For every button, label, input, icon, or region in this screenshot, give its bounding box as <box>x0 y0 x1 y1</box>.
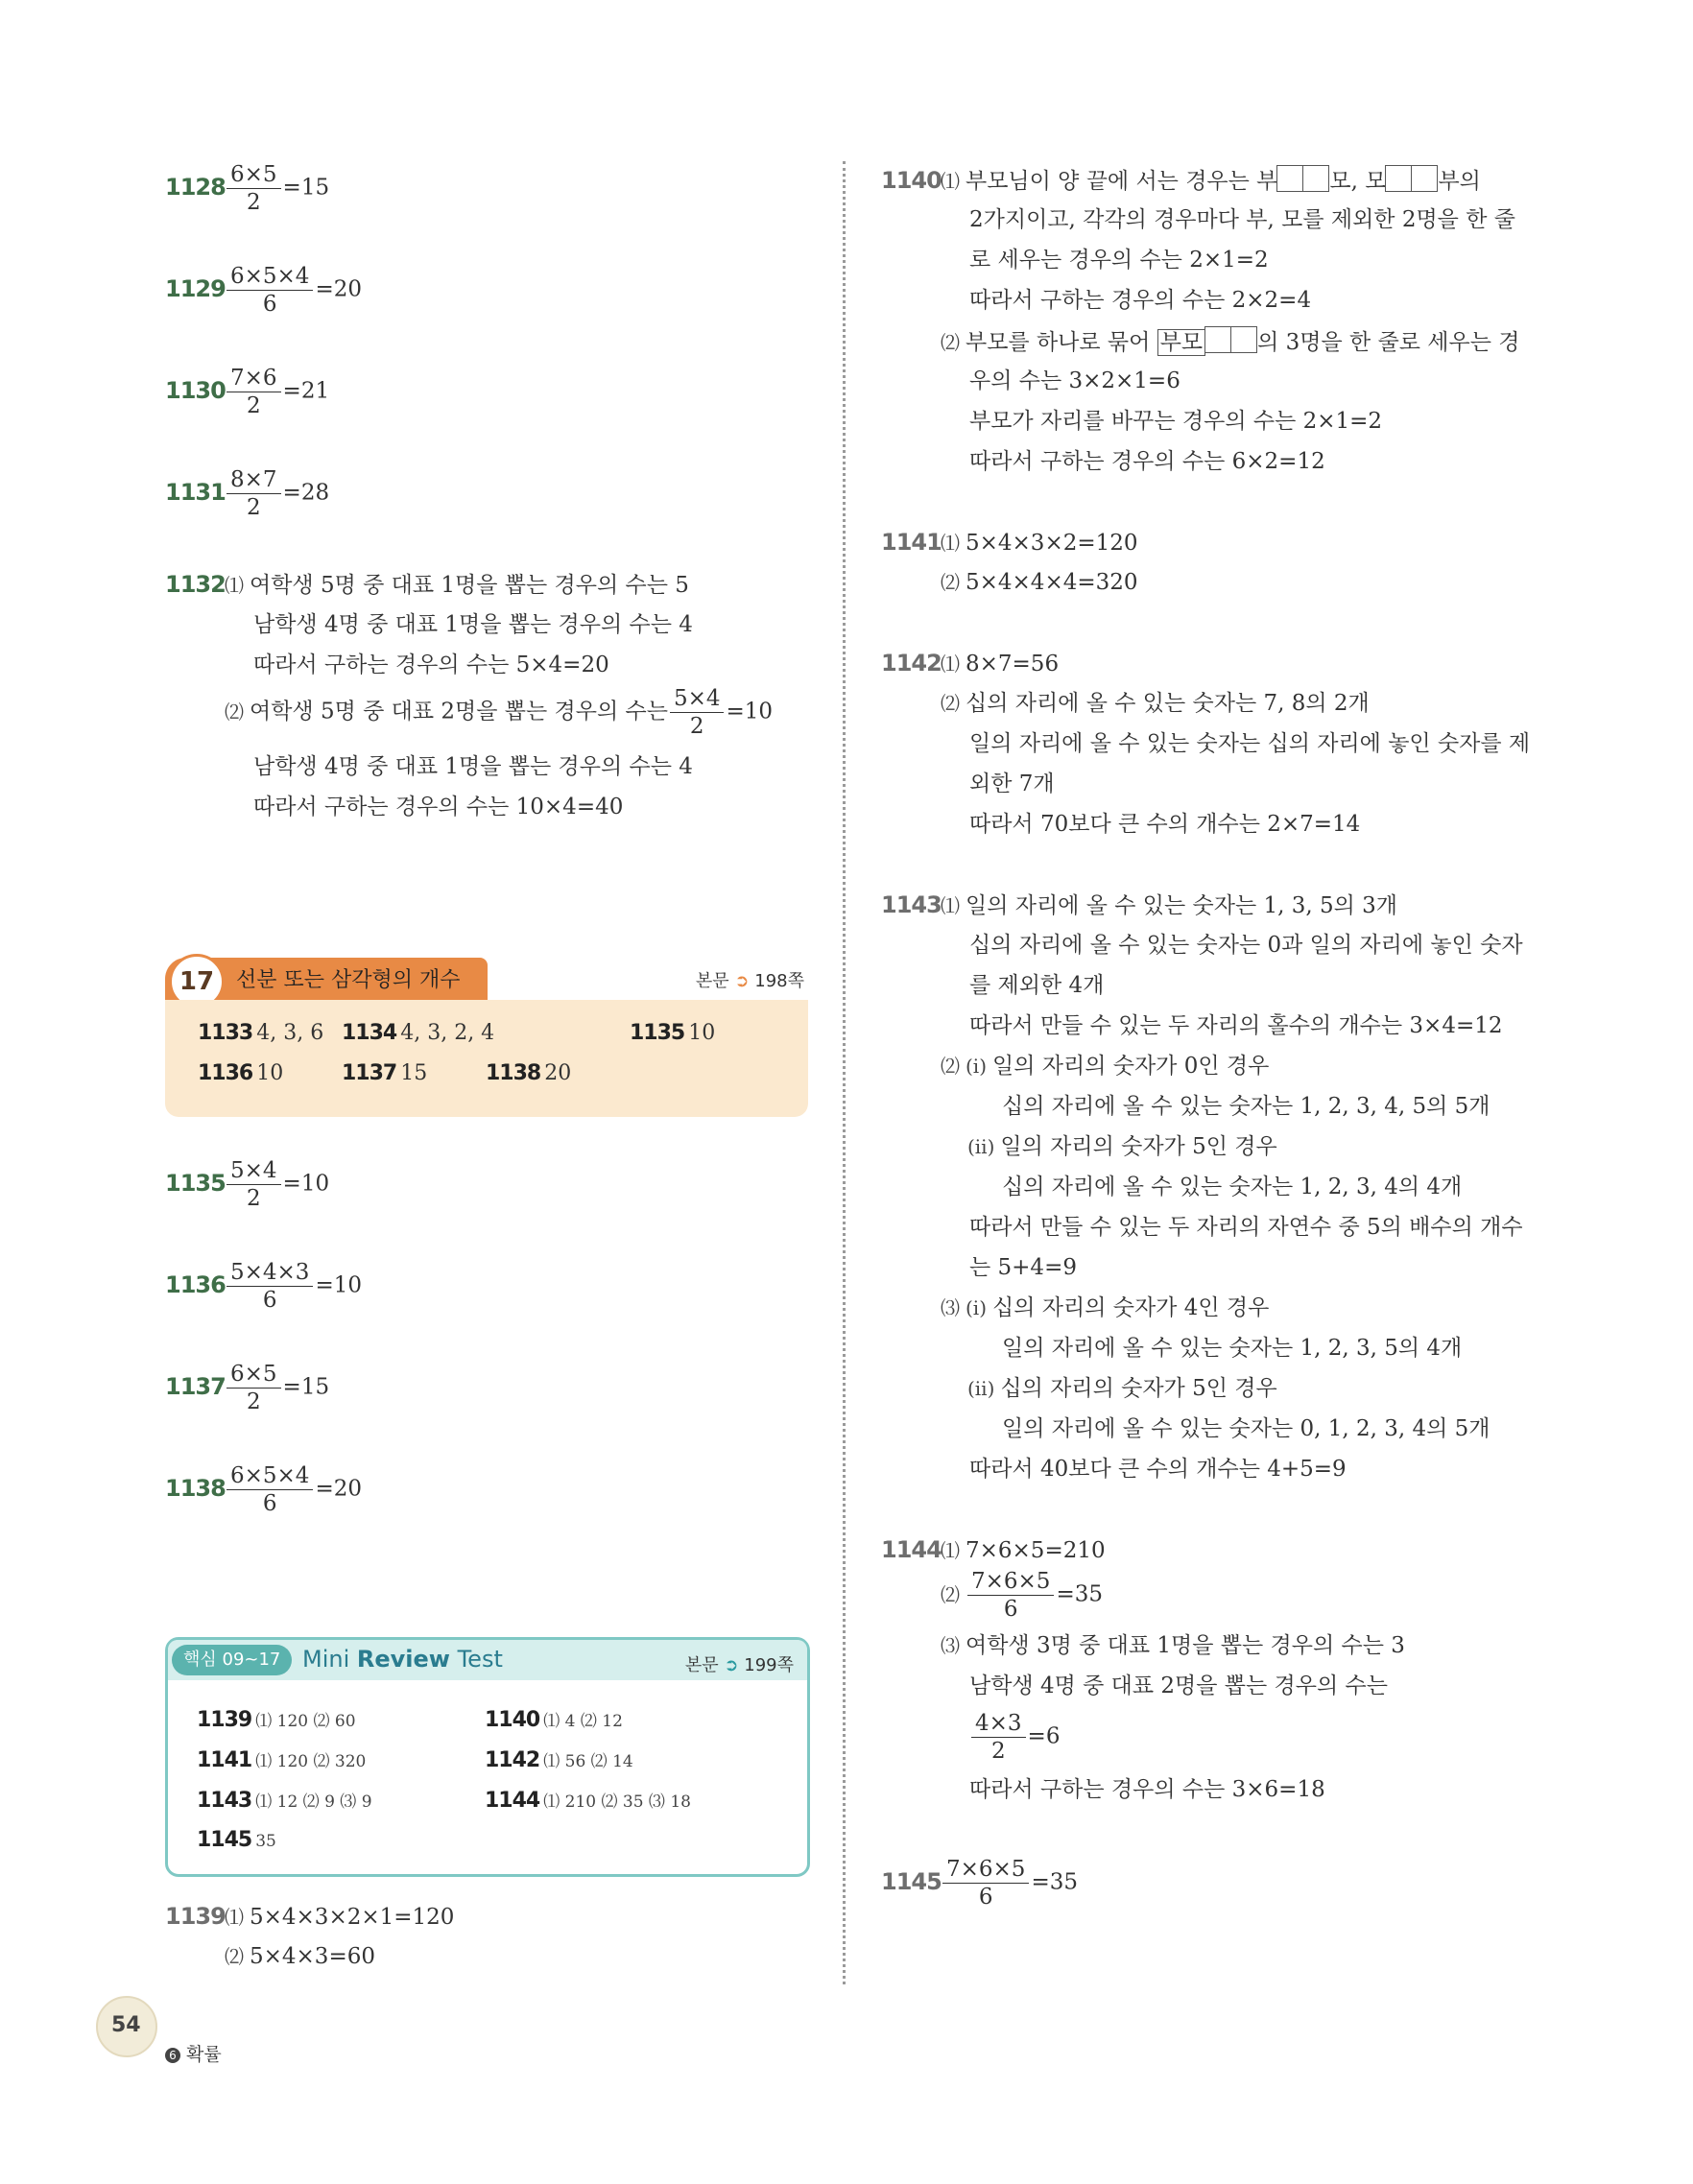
problem-number: 1128 <box>165 173 226 201</box>
column-divider <box>843 161 846 1984</box>
blank-box <box>1411 165 1438 192</box>
answer-item: 1134 4, 3, 2, 4 <box>342 1021 495 1045</box>
blank-box <box>1276 165 1303 192</box>
problem-number: 1135 <box>165 1169 226 1197</box>
page-reference: 본문 ➲ 199쪽 <box>684 1655 794 1675</box>
chapter-number: 6 <box>165 2048 180 2063</box>
solution-1131: 1131 $\frac{8\times 7}{2}$ =28 <box>165 467 330 521</box>
answer-item: 1137 15 <box>342 1061 428 1085</box>
answer-item: 1133 4, 3, 6 <box>198 1021 324 1045</box>
problem-number: 1143 <box>881 891 942 918</box>
fraction: $\frac{5\times 4\times 3}{6}$ <box>227 1261 313 1312</box>
problem-number: 1138 <box>165 1474 226 1502</box>
chapter-label: 6 확률 <box>165 2040 222 2066</box>
problem-number: 1144 <box>881 1536 942 1563</box>
mini-review-header <box>168 1640 807 1680</box>
answer-item: 1135 10 <box>630 1021 716 1045</box>
mini-review-test-box <box>165 1637 810 1877</box>
blank-box <box>1302 165 1329 192</box>
problem-number: 1142 <box>881 650 942 677</box>
solution-1138: 1138 $\frac{6\times 5\times 4}{6}$ =20 <box>165 1463 362 1517</box>
solution-1130: 1130 $\frac{7\times 6}{2}$ =21 <box>165 366 330 419</box>
problem-number: 1145 <box>881 1867 942 1895</box>
solution-1137: 1137 $\frac{6\times 5}{2}$ =15 <box>165 1362 330 1415</box>
fraction: $\frac{6\times 5\times 4}{6}$ <box>227 1464 313 1515</box>
answer-item: 1138 20 <box>486 1061 572 1085</box>
answer-item: 1142 ⑴ 56 ⑵ 14 <box>485 1748 633 1772</box>
core-range-badge: 핵심 09~17 <box>172 1645 292 1675</box>
page-number: 54 <box>111 2013 141 2037</box>
answer-item: 1136 10 <box>198 1061 284 1085</box>
blank-box <box>1230 326 1257 353</box>
answer-item: 1144 ⑴ 210 ⑵ 35 ⑶ 18 <box>485 1789 691 1813</box>
section-number: 17 <box>169 954 225 1009</box>
fraction: $\frac{8\times 7}{2}$ <box>227 468 281 519</box>
arrow-right-icon: ➲ <box>724 1655 739 1675</box>
page-reference: 본문 ➲ 198쪽 <box>695 971 804 991</box>
answer-item: 1139 ⑴ 120 ⑵ 60 <box>197 1708 356 1732</box>
arrow-right-icon: ➲ <box>734 971 750 991</box>
problem-number: 1129 <box>165 274 226 302</box>
fraction: $\frac{5\times 4}{2}$ <box>670 687 725 738</box>
answer-item: 1145 35 <box>197 1828 276 1852</box>
mini-review-title: Mini Review Test <box>302 1646 503 1673</box>
problem-number: 1136 <box>165 1270 226 1298</box>
problem-number: 1131 <box>165 478 226 506</box>
problem-number: 1137 <box>165 1372 226 1400</box>
section-17-answer-box <box>165 954 808 1117</box>
fraction: $\frac{4\times 3}{2}$ <box>971 1712 1026 1763</box>
fraction: $\frac{6\times 5\times 4}{6}$ <box>227 265 313 316</box>
fraction: $\frac{7\times 6\times 5}{6}$ <box>942 1858 1029 1909</box>
problem-number: 1130 <box>165 376 226 404</box>
fraction: $\frac{5\times 4}{2}$ <box>227 1159 281 1210</box>
fraction: $\frac{7\times 6\times 5}{6}$ <box>967 1570 1054 1621</box>
fraction: $\frac{6\times 5}{2}$ <box>227 1363 281 1413</box>
section-title: 선분 또는 삼각형의 개수 <box>236 968 461 992</box>
answer-item: 1143 ⑴ 12 ⑵ 9 ⑶ 9 <box>197 1789 372 1813</box>
blank-box <box>1204 326 1231 353</box>
problem-number: 1140 <box>881 167 942 194</box>
answer-item: 1140 ⑴ 4 ⑵ 12 <box>485 1708 623 1732</box>
fraction: $\frac{6\times 5}{2}$ <box>227 163 281 214</box>
blank-box <box>1385 165 1412 192</box>
fraction: $\frac{7\times 6}{2}$ <box>227 367 281 417</box>
solution-1145: 1145 $\frac{7\times 6\times 5}{6}$ =35 <box>881 1857 1078 1911</box>
answer-panel <box>165 1000 808 1117</box>
solution-1128: 1128 $\frac{6\times 5}{2}$ =15 <box>165 162 330 216</box>
solution-1136: 1136 $\frac{5\times 4\times 3}{6}$ =10 <box>165 1260 362 1314</box>
problem-number: 1132 <box>165 571 226 598</box>
solution-1129: 1129 $\frac{6\times 5\times 4}{6}$ =20 <box>165 264 362 318</box>
answer-item: 1141 ⑴ 120 ⑵ 320 <box>197 1748 367 1772</box>
problem-number: 1141 <box>881 529 942 556</box>
problem-number: 1139 <box>165 1903 226 1930</box>
solution-1135: 1135 $\frac{5\times 4}{2}$ =10 <box>165 1158 330 1212</box>
